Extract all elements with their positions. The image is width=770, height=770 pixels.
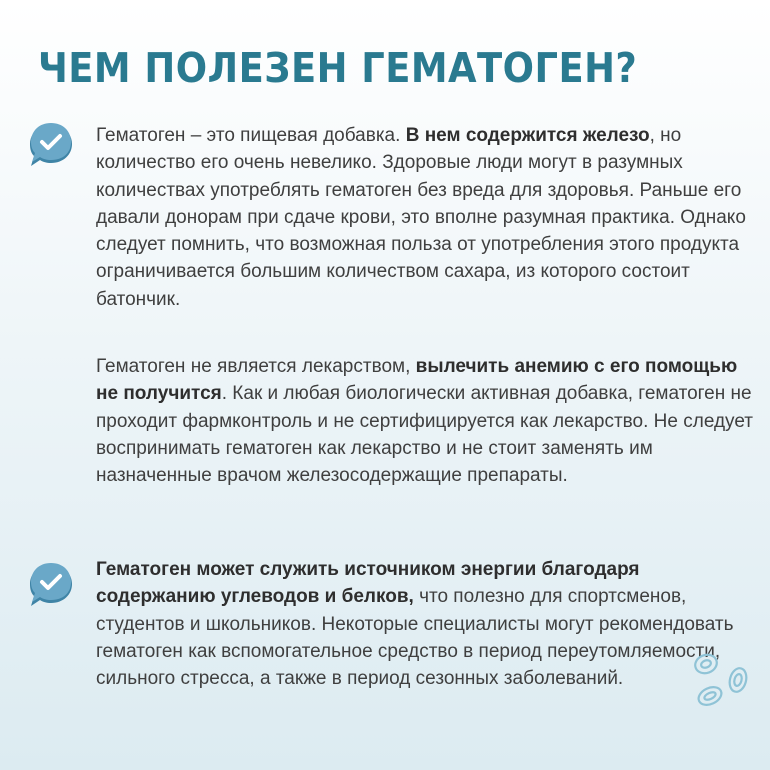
paragraph-3-text: что полезно для спортсменов, студентов и школьников. Некоторые специалисты могут рекомендовать гематоген как вспомогательное средство в период переутомляемости, сильного стресса, а также в период сезонных заболеваний. [96, 586, 734, 690]
paragraph-2-text-start: Гематоген не является лекарством, [96, 356, 416, 377]
page-title: ЧЕМ ПОЛЕЗЕН ГЕМАТОГЕН? [38, 44, 638, 92]
check-speech-bubble-icon [26, 562, 76, 610]
paragraph-1 [96, 122, 764, 313]
paragraph-3 [96, 556, 764, 692]
paragraph-1-text-start: Гематоген – это пищевая добавка. [96, 125, 406, 146]
paragraph-1-highlight: В нем содержится железо [405, 125, 650, 146]
paragraph-2 [96, 353, 764, 489]
paragraph-2-text-end: . Как и любая биологически активная добавка, гематоген не проходит фармконтроль и не сертифицируется как лекарство. Не следует воспринимать гематоген как лекарство и не стоит заменять им назначенные врачом железосодержащие препараты. [96, 383, 753, 487]
blood-cells-icon [688, 650, 754, 712]
paragraph-2-highlight: вылечить анемию с его помощью не получится [96, 356, 738, 405]
paragraph-1-text-end: , но количество его очень невелико. Здоровые люди могут в разумных количествах употреблять гематоген без вреда для здоровья. Раньше его давали донорам при сдаче крови, это вполне разумная практика. Однако следует помнить, что возможная польза от употребления этого продукта ограничивается большим количеством сахара, из которого состоит батончик. [96, 125, 746, 310]
paragraph-3-highlight: Гематоген может служить источником энергии благодаря содержанию углеводов и белков, [96, 559, 640, 608]
check-speech-bubble-icon [26, 122, 76, 170]
